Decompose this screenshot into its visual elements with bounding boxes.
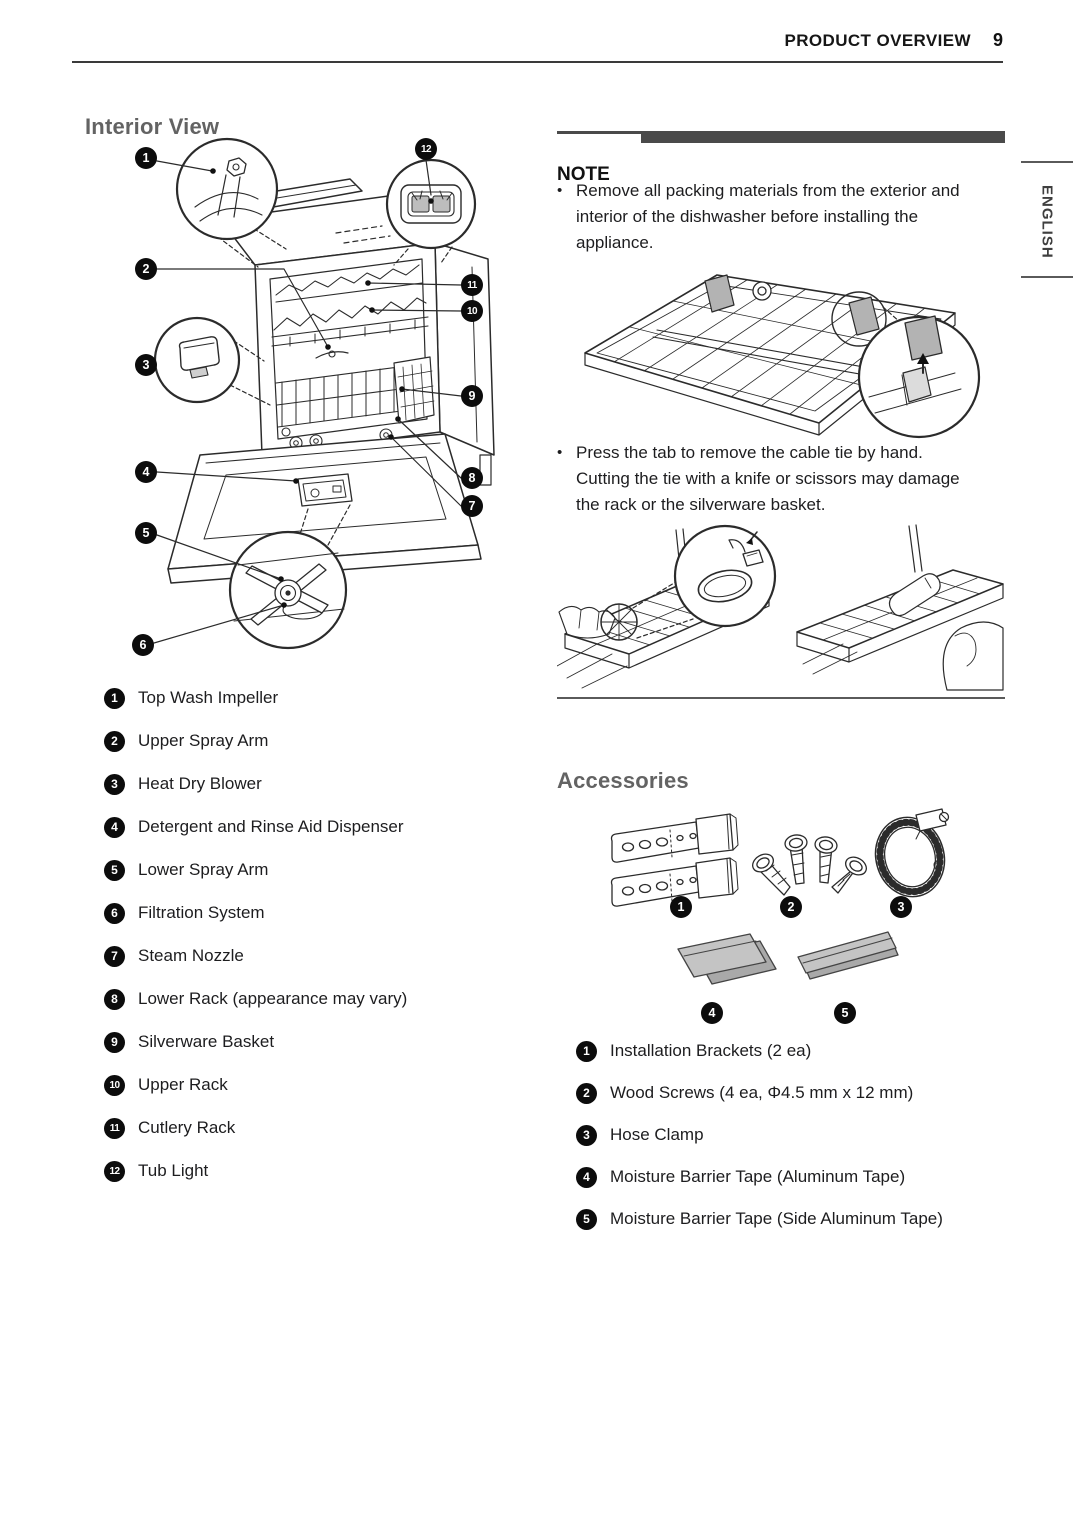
- item-number-badge: 2: [104, 731, 125, 752]
- interior-view-heading: Interior View: [85, 114, 220, 140]
- accessory-callout-2: 2: [780, 896, 802, 918]
- item-number-badge: 6: [104, 903, 125, 924]
- screws: [749, 834, 869, 895]
- note-bullet-text: Press the tab to remove the cable tie by hand. Cutting the tie with a knife or scissors may damage the rack or the silverware basket.: [576, 443, 960, 514]
- accessories-figure: [600, 805, 1010, 1030]
- interior-item-3: 3 Heat Dry Blower: [104, 774, 407, 794]
- note-bullet-text: Remove all packing materials from the exterior and interior of the dishwasher before installing the appliance.: [576, 181, 960, 252]
- diagram-callout-11: 11: [461, 274, 483, 296]
- cable-tie-illustration: [557, 516, 1005, 691]
- accessories-illustration: [600, 805, 1010, 1030]
- accessory-callout-5: 5: [834, 1002, 856, 1024]
- diagram-callout-12: 12: [415, 138, 437, 160]
- interior-item-8: 8 Lower Rack (appearance may vary): [104, 989, 407, 1009]
- bracket: [612, 814, 739, 862]
- accessories-heading: Accessories: [557, 768, 689, 794]
- item-number-badge: 10: [104, 1075, 125, 1096]
- interior-item-12: 12 Tub Light: [104, 1161, 407, 1181]
- note-bullet-2: [557, 440, 975, 518]
- rack-packing-illustration: [557, 255, 1005, 445]
- page-header: [784, 30, 1003, 51]
- diagram-callout-4: 4: [135, 461, 157, 483]
- item-number-badge: 1: [576, 1041, 597, 1062]
- item-number-badge: 4: [576, 1167, 597, 1188]
- item-number-badge: 7: [104, 946, 125, 967]
- diagram-callout-6: 6: [132, 634, 154, 656]
- item-number-badge: 9: [104, 1032, 125, 1053]
- language-tab-line-top: [1021, 161, 1073, 163]
- item-number-badge: 12: [104, 1161, 125, 1182]
- accessories-list: [576, 1041, 943, 1251]
- diagram-callout-5: 5: [135, 522, 157, 544]
- interior-item-4: 4 Detergent and Rinse Aid Dispenser: [104, 817, 407, 837]
- diagram-callout-3: 3: [135, 354, 157, 376]
- interior-item-1: 1 Top Wash Impeller: [104, 688, 407, 708]
- interior-parts-list: [104, 688, 407, 1204]
- note-bar-thick: [641, 131, 1005, 143]
- language-tab-line-bottom: [1021, 276, 1073, 278]
- interior-item-2: 2 Upper Spray Arm: [104, 731, 407, 751]
- page-header-title: PRODUCT OVERVIEW: [784, 31, 971, 50]
- bullet-glyph: •: [557, 182, 563, 199]
- item-number-badge: 3: [104, 774, 125, 795]
- interior-item-5: 5 Lower Spray Arm: [104, 860, 407, 880]
- note-bullet-1: [557, 178, 975, 256]
- diagram-callout-1: 1: [135, 147, 157, 169]
- diagram-callout-7: 7: [461, 495, 483, 517]
- accessory-item-4: 4 Moisture Barrier Tape (Aluminum Tape): [576, 1167, 943, 1187]
- accessory-callout-3: 3: [890, 896, 912, 918]
- item-number-badge: 5: [576, 1209, 597, 1230]
- item-number-badge: 5: [104, 860, 125, 881]
- accessory-item-1: 1 Installation Brackets (2 ea): [576, 1041, 943, 1061]
- interior-item-10: 10 Upper Rack: [104, 1075, 407, 1095]
- note-bar-thin: [557, 131, 652, 134]
- header-rule: [72, 61, 1003, 63]
- diagram-callout-2: 2: [135, 258, 157, 280]
- section-divider: [557, 697, 1005, 699]
- interior-item-11: 11 Cutlery Rack: [104, 1118, 407, 1138]
- cable-tie-figure: [557, 516, 1005, 691]
- tape-folded: [678, 934, 776, 984]
- diagram-callout-9: 9: [461, 385, 483, 407]
- item-number-badge: 8: [104, 989, 125, 1010]
- item-number-badge: 11: [104, 1118, 125, 1139]
- accessory-callout-1: 1: [670, 896, 692, 918]
- tape-strip: [798, 932, 898, 979]
- language-tab: ENGLISH: [1038, 185, 1056, 259]
- accessory-item-2: 2 Wood Screws (4 ea, Φ4.5 mm x 12 mm): [576, 1083, 943, 1103]
- diagram-callout-10: 10: [461, 300, 483, 322]
- item-number-badge: 4: [104, 817, 125, 838]
- item-number-badge: 2: [576, 1083, 597, 1104]
- diagram-callout-8: 8: [461, 467, 483, 489]
- interior-item-7: 7 Steam Nozzle: [104, 946, 407, 966]
- bullet-glyph: •: [557, 444, 563, 461]
- dishwasher-illustration: [100, 137, 510, 682]
- accessory-item-5: 5 Moisture Barrier Tape (Side Aluminum Tape): [576, 1209, 943, 1229]
- interior-item-9: 9 Silverware Basket: [104, 1032, 407, 1052]
- interior-item-6: 6 Filtration System: [104, 903, 407, 923]
- accessory-callout-4: 4: [701, 1002, 723, 1024]
- rack-packing-figure: [557, 255, 1005, 445]
- accessory-item-3: 3 Hose Clamp: [576, 1125, 943, 1145]
- interior-view-diagram: [100, 137, 510, 682]
- item-number-badge: 3: [576, 1125, 597, 1146]
- item-number-badge: 1: [104, 688, 125, 709]
- note-heading: NOTE: [557, 164, 610, 185]
- hose-clamp: [867, 809, 953, 904]
- page-number: 9: [992, 30, 1003, 50]
